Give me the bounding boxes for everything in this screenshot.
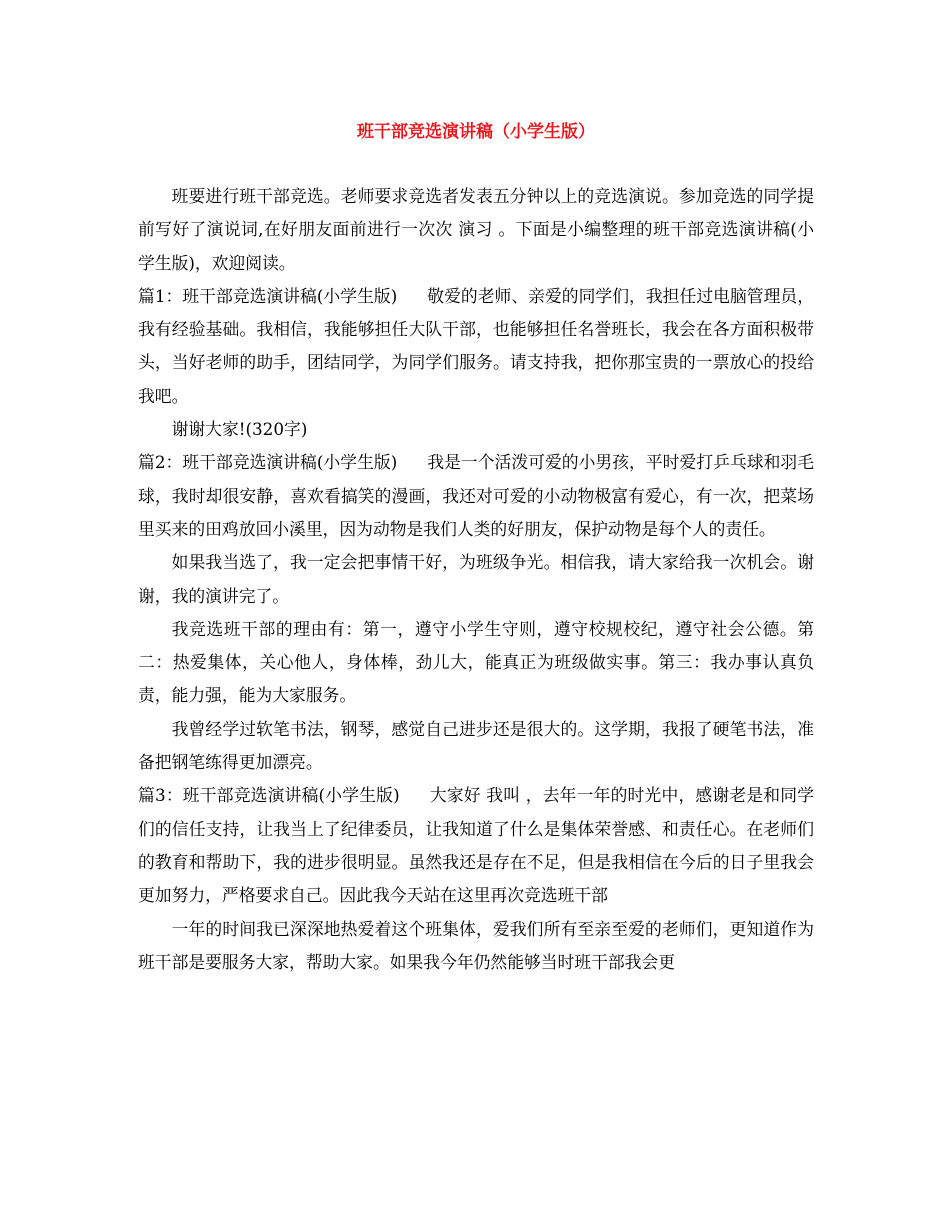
intro-paragraph: 班要进行班干部竞选。老师要求竞选者发表五分钟以上的竞选演说。参加竞选的同学提前写好了演说词,在好朋友面前进行一次次 演习 。下面是小编整理的班干部竞选演讲稿(小学生版)，欢迎阅读。: [138, 186, 814, 273]
section-3-opening: [138, 779, 814, 912]
section-1-heading: 篇1：班干部竞选演讲稿(小学生版): [138, 285, 398, 306]
section-2-heading: 篇2：班干部竞选演讲稿(小学生版): [138, 452, 398, 473]
document-page: [138, 118, 814, 979]
document-title: 班干部竞选演讲稿（小学生版）: [357, 122, 595, 142]
section-1-opening: [138, 280, 814, 413]
section-3-heading: 篇3：班干部竞选演讲稿(小学生版): [138, 785, 400, 806]
section-2-paragraph: 我竞选班干部的理由有：第一，遵守小学生守则，遵守校规校纪，遵守社会公德。第二：热爱集体，关心他人，身体棒，劲儿大，能真正为班级做实事。第三：我办事认真负责，能力强，能为大家服务。: [138, 618, 814, 706]
section-2-opening: [138, 446, 814, 546]
section-1-paragraph: 谢谢大家!(320字): [171, 419, 308, 440]
section-3-text: 大家好 我叫 ，去年一年的时光中，感谢老是和同学们的信任支持，让我当上了纪律委员，让我知道了什么是集体荣誉感、和责任心。在老师们的教育和帮助下，我的进步很明显。虽然我还是存在不足，但是我相信在今后的日子里我会更加努力，严格要求自己。因此我今天站在这里再次竞选班干部: [138, 785, 814, 906]
section-1-text: 敬爱的老师、亲爱的同学们，我担任过电脑管理员，我有经验基础。我相信，我能够担任大队干部，也能够担任名誉班长，我会在各方面积极带头，当好老师的助手，团结同学，为同学们服务。请支持我，把你那宝贵的一票放心的投给我吧。: [138, 285, 814, 406]
section-2-text: 我是一个活泼可爱的小男孩，平时爱打乒乓球和羽毛球，我时却很安静，喜欢看搞笑的漫画，我还对可爱的小动物极富有爱心，有一次，把菜场里买来的田鸡放回小溪里，因为动物是我们人类的好朋友，保护动物是每个人的责任。: [138, 452, 814, 539]
section-2-paragraph: 如果我当选了，我一定会把事情干好，为班级争光。相信我，请大家给我一次机会。谢谢，我的演讲完了。: [138, 552, 814, 606]
section-3-paragraph: 一年的时间我已深深地热爱着这个班集体，爱我们所有至亲至爱的老师们，更知道作为班干部是要服务大家，帮助大家。如果我今年仍然能够当时班干部我会更: [138, 918, 814, 972]
section-2-paragraph: 我曾经学过软笔书法，钢琴，感觉自己进步还是很大的。这学期，我报了硬笔书法，准备把钢笔练得更加漂亮。: [138, 718, 814, 773]
